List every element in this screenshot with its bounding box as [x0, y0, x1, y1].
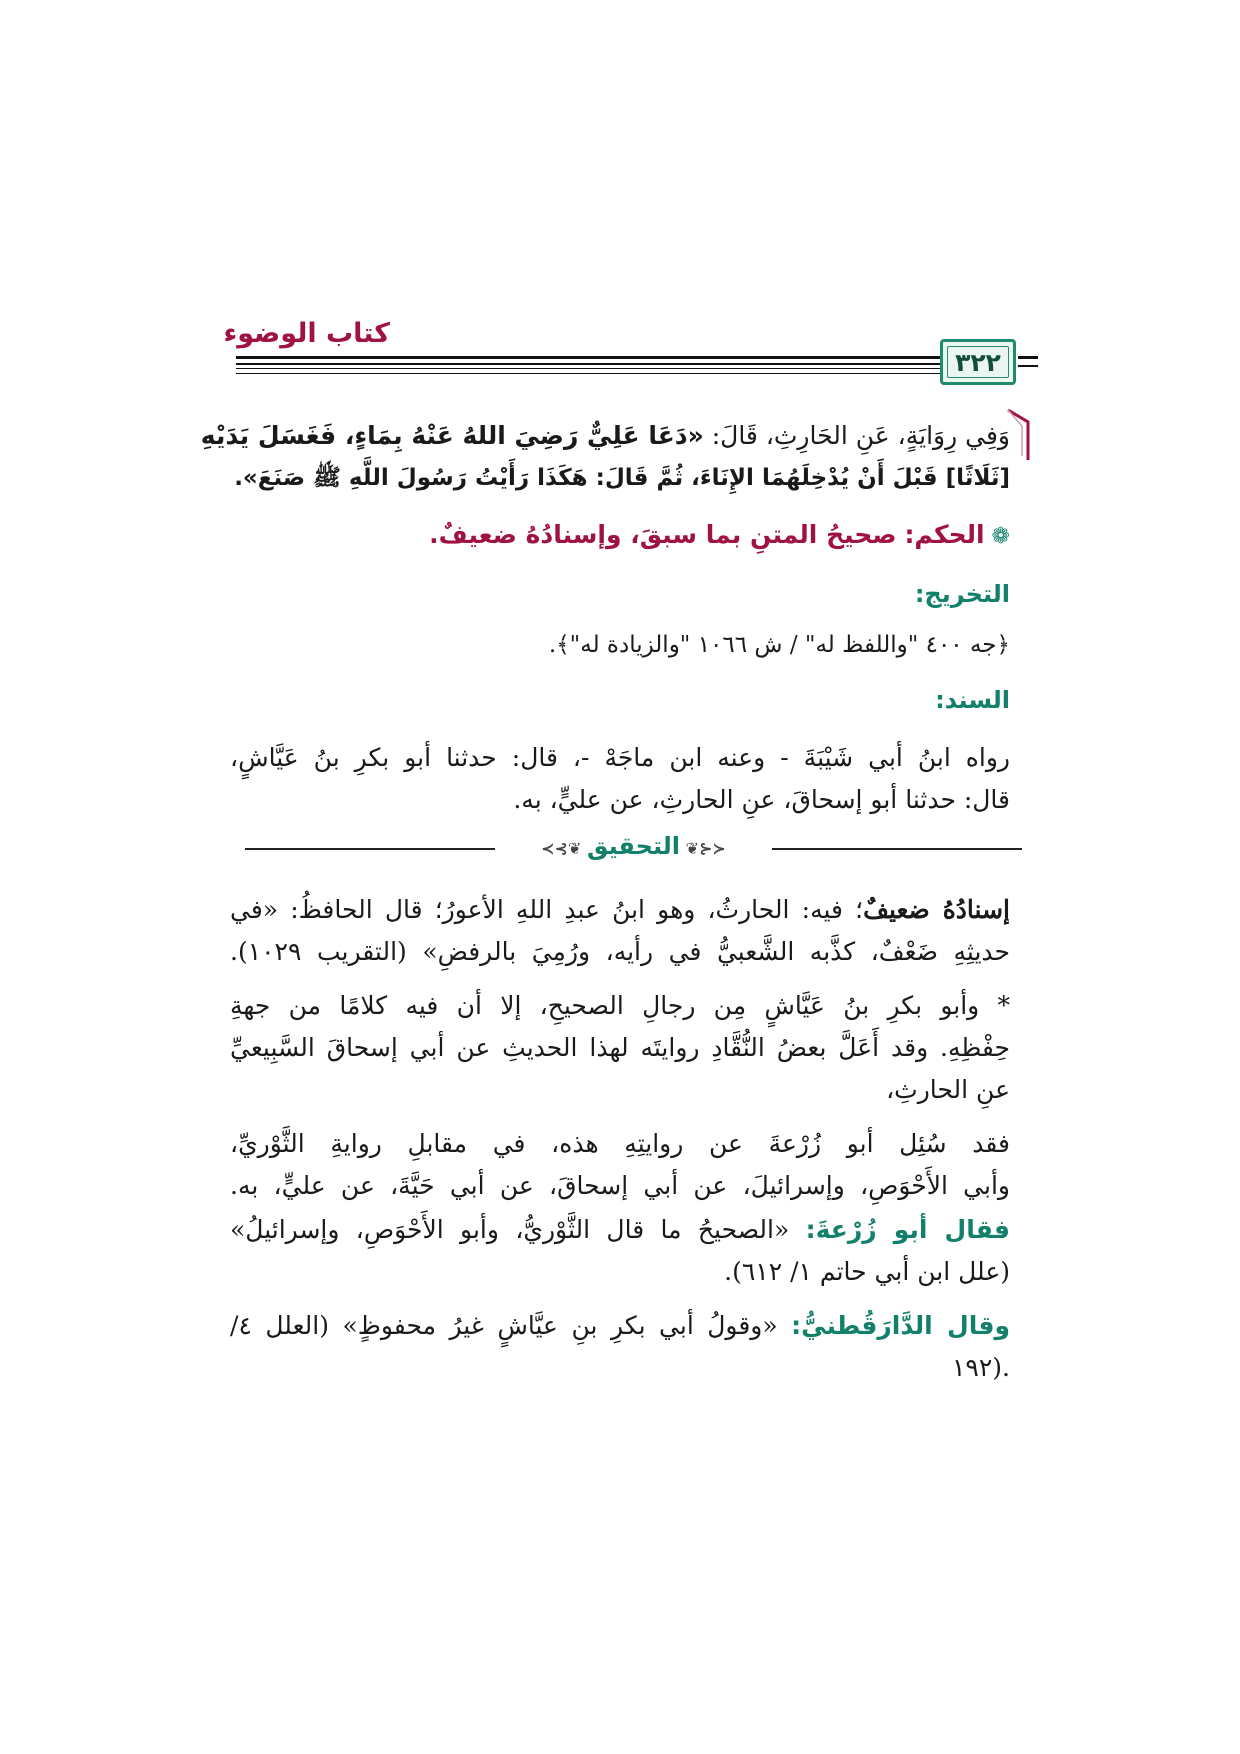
- tahqiq-p5-line-2: ١٩٢).: [952, 1353, 1010, 1382]
- flower-icon: ❁: [984, 524, 1010, 549]
- sanad-line-2: قال: حدثنا أبو إسحاقَ، عنِ الحارثِ، عن عليٍّ، به.: [513, 785, 1010, 814]
- book-title: كتاب الوضوء: [223, 318, 390, 349]
- abu-zura-label: فقال أبو زُرْعةَ:: [805, 1215, 1010, 1244]
- tahqiq-title: [541, 832, 726, 860]
- hukm-text: صحيحُ المتنِ بما سبقَ، وإسنادُهُ ضعيفٌ.: [429, 520, 897, 549]
- tahqiq-p2-line-3: عنِ الحارثِ،: [886, 1075, 1010, 1104]
- takhrij-text: ﴿جه ٤٠٠ "واللفظ له" / ش ١٠٦٦ "والزيادة له"﴾.: [548, 632, 1010, 658]
- hukm-line: [429, 520, 1010, 549]
- tahqiq-p5-line-1: [230, 1306, 1010, 1346]
- tahqiq-p4-line-1: [230, 1210, 1010, 1250]
- abu-zura-quote: «الصحيحُ ما قال الثَّوْريُّ، وأبو الأَحْوَصِ، وإسرائيلُ»: [230, 1215, 806, 1244]
- ornament-icon: ❦⊱≻: [541, 839, 587, 858]
- ornament-icon: ≺⊰❦: [680, 839, 726, 858]
- sanad-line-1: رواه ابنُ أبي شَيْبَةَ - وعنه ابن ماجَهْ -، قال: حدثنا أبو بكرِ بنُ عَيَّاشٍ،: [230, 743, 1010, 772]
- tahqiq-p2-line-1: * وأبو بكرِ بنُ عَيَّاشٍ مِن رجالِ الصحيحِ، إلا أن فيه كلامًا من جهةِ: [230, 991, 1010, 1020]
- tahqiq-divider: [245, 834, 1022, 864]
- tahqiq-p1-text: ؛ فيه: الحارثُ، وهو ابنُ عبدِ اللهِ الأعورُ؛ قال الحافظُ: «في: [230, 895, 864, 924]
- header-rule: [1018, 365, 1038, 367]
- header-rule: [236, 356, 1008, 359]
- tahqiq-p1-line-2: حديثِهِ ضَعْفٌ، كذَّبه الشَّعبيُّ في رأيه، ورُمِيَ بالرفضِ» (التقريب ١٠٢٩).: [230, 937, 1010, 966]
- takhrij-label: التخريج:: [914, 580, 1010, 608]
- daraqutni-label: وقال الدَّارَقُطنيُّ:: [791, 1311, 1010, 1340]
- page-number: ٣٢٢: [955, 347, 1001, 377]
- tahqiq-title-text: التحقيق: [586, 832, 681, 860]
- header-rule: [236, 368, 1008, 369]
- hadith-matn: «دَعَا عَلِيٌّ رَضِيَ اللهُ عَنْهُ بِمَاءٍ، فَغَسَلَ يَدَيْهِ: [200, 421, 704, 450]
- divider-line: [772, 848, 1022, 850]
- header-rule: [236, 363, 1008, 365]
- tahqiq-p4-line-2: (علل ابن أبي حاتم ١/ ٦١٢).: [724, 1257, 1010, 1286]
- sanad-label: السند:: [935, 686, 1010, 714]
- hadith-line-1: [200, 416, 1010, 456]
- tahqiq-p3-line-2: وأبي الأَحْوَصِ، وإسرائيلَ، عن أبي إسحاقَ، عن أبي حَيَّةَ، عن عليٍّ، به.: [230, 1171, 1010, 1200]
- hukm-label: الحكم:: [904, 520, 985, 549]
- daraqutni-quote: «وقولُ أبي بكرِ بنِ عيَّاشٍ غيرُ محفوظٍ» (العلل ٤/: [230, 1311, 792, 1340]
- header-rule: [236, 373, 1008, 374]
- header-rule: [1018, 356, 1038, 359]
- hadith-line-2: [ثَلَاثًا] قَبْلَ أَنْ يُدْخِلَهُمَا الإِنَاءَ، ثُمَّ قَالَ: هَكَذَا رَأَيْتُ رَسُولَ اللَّهِ ﷺ صَنَعَ».: [234, 465, 1010, 491]
- isnad-daif-label: إسنادُهُ ضعيفٌ: [863, 895, 1010, 924]
- page-number-badge: [940, 339, 1016, 385]
- tahqiq-p2-line-2: حِفْظِهِ. وقد أَعَلَّ بعضُ النُّقَّادِ روايتَه لهذا الحديثِ عن أبي إسحاقَ السَّبِيعيِّ: [230, 1033, 1010, 1062]
- tahqiq-p1-line-1: [230, 890, 1010, 930]
- divider-line: [245, 848, 495, 850]
- tahqiq-p3-line-1: فقد سُئِل أبو زُرْعةَ عن روايتِهِ هذه، في مقابلِ روايةِ الثَّوْريِّ،: [230, 1129, 1010, 1158]
- hadith-intro: وَفِي رِوَايَةٍ، عَنِ الحَارِثِ، قَالَ:: [703, 421, 1010, 450]
